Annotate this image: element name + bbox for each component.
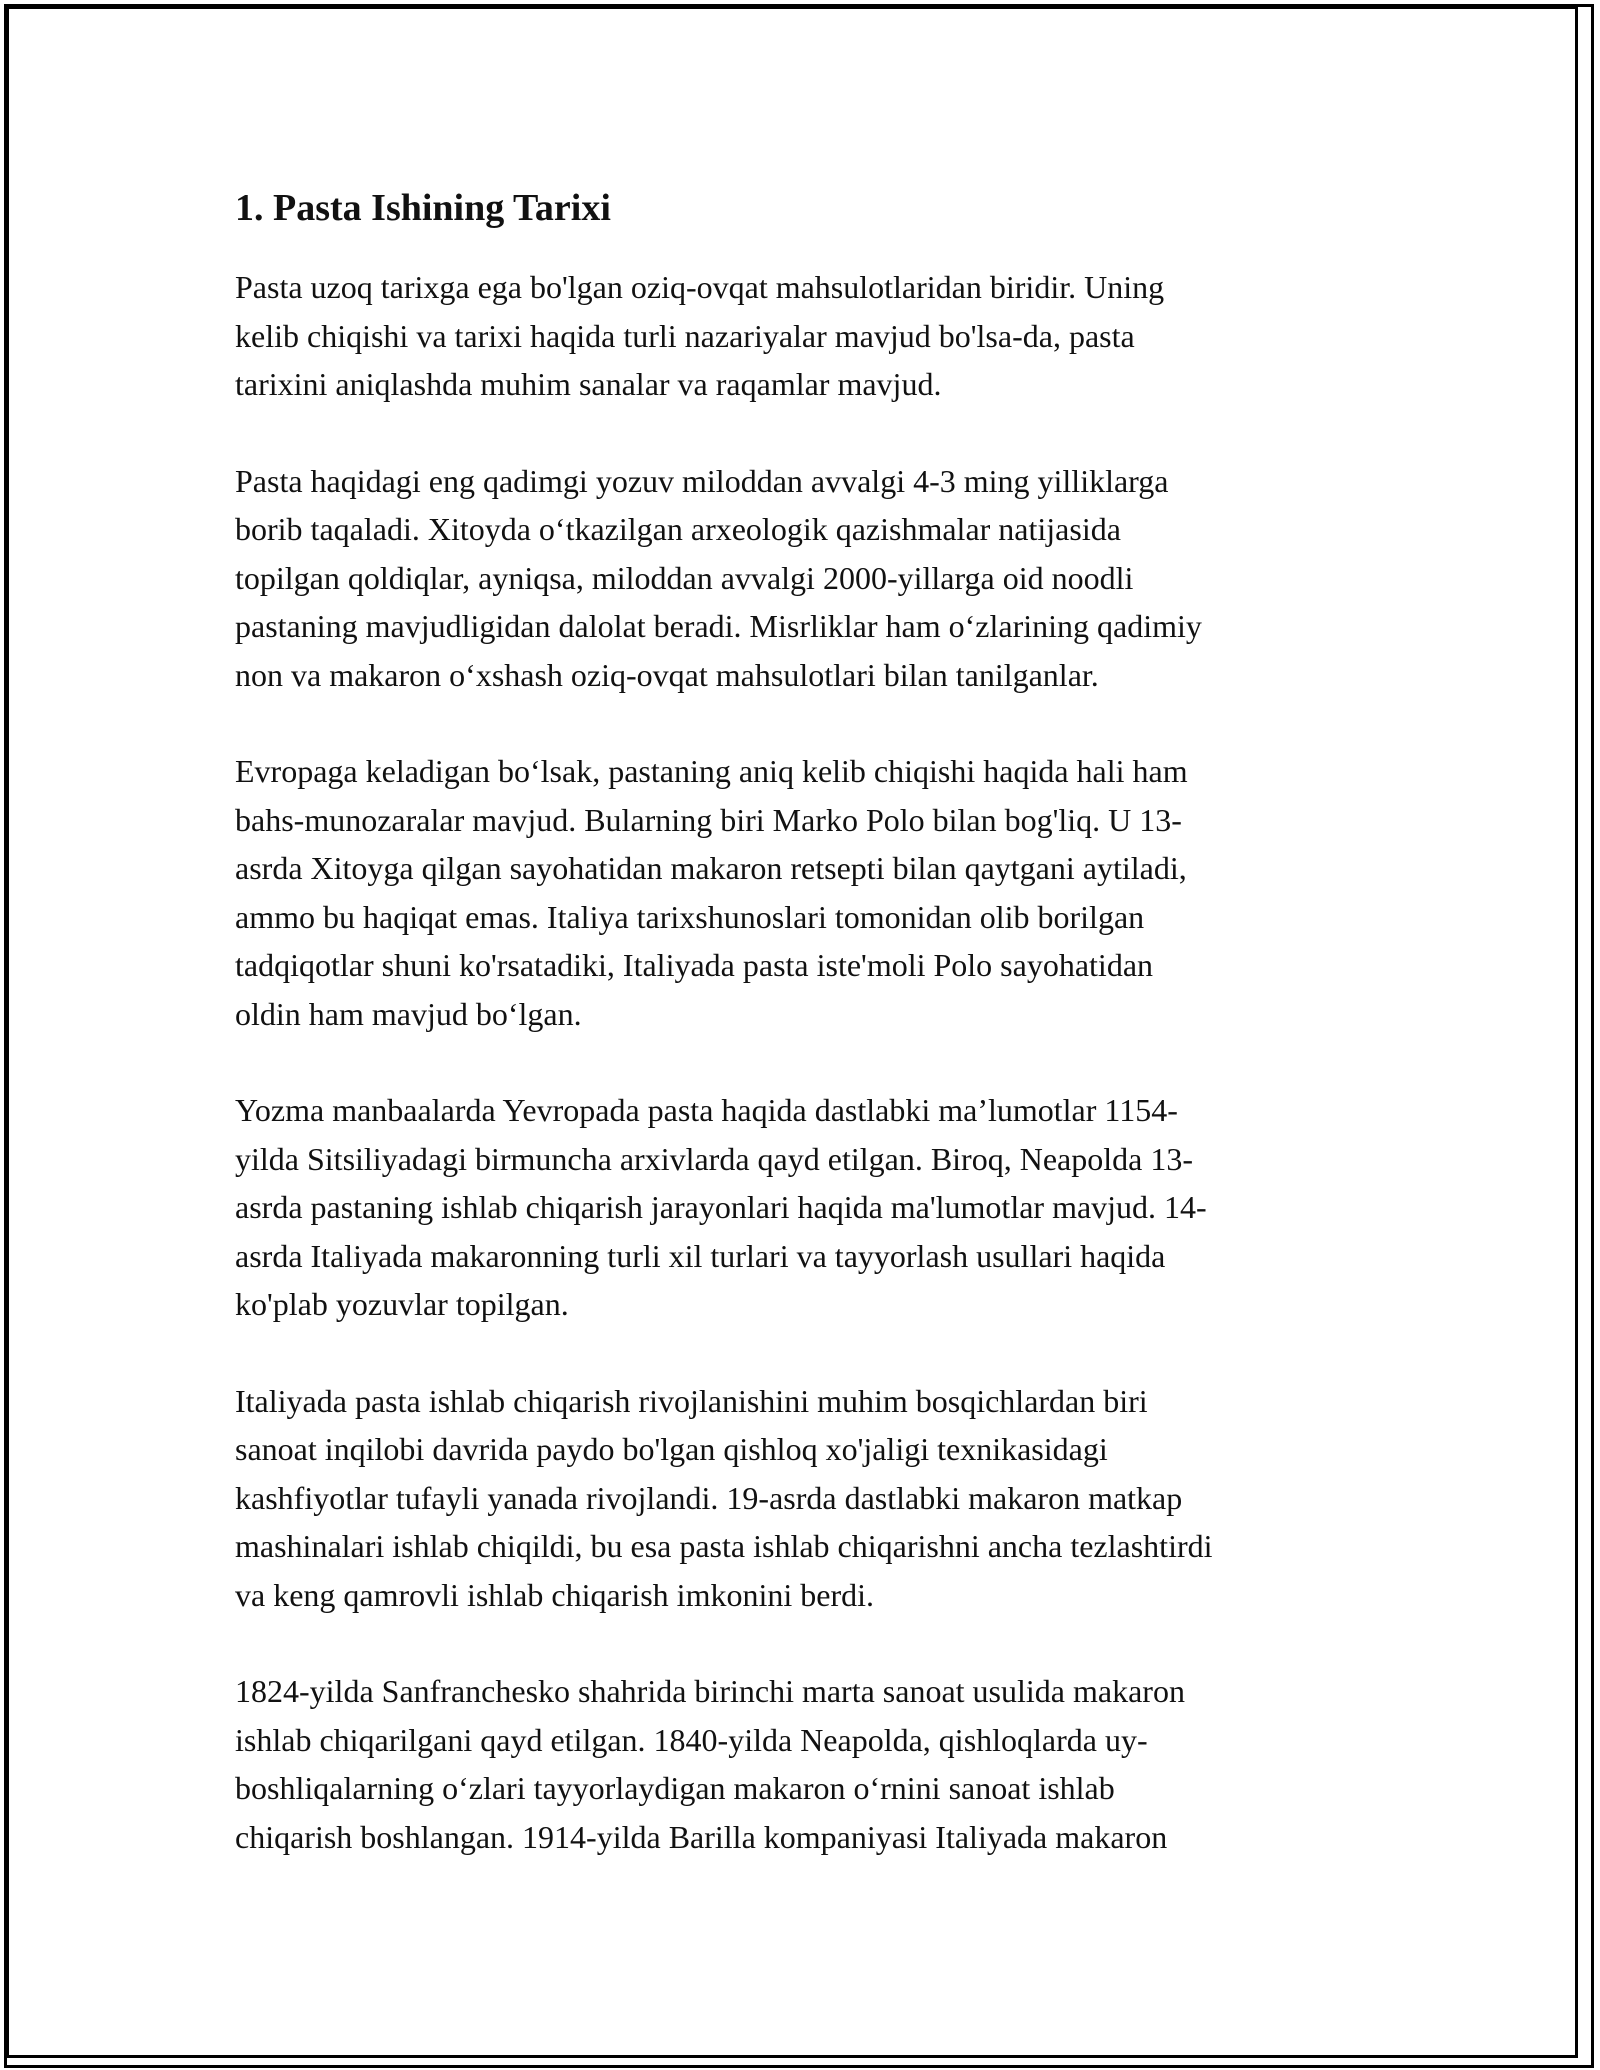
text-line: tarixini aniqlashda muhim sanalar va raqamlar mavjud.	[235, 366, 942, 402]
text-line: va keng qamrovli ishlab chiqarish imkonini berdi.	[235, 1576, 874, 1613]
document-body	[235, 185, 1365, 1909]
text-line: sanoat inqilobi davrida paydo bo'lgan qishloq xo'jaligi texnikasidagi	[235, 1431, 1108, 1467]
text-line: mashinalari ishlab chiqildi, bu esa pasta ishlab chiqarishni ancha tezlashtirdi	[235, 1528, 1213, 1564]
text-line: non va makaron o‘xshash oziq-ovqat mahsulotlari bilan tanilganlar.	[235, 656, 1099, 693]
text-line: ishlab chiqarilgani qayd etilgan. 1840-yilda Neapolda, qishloqlarda uy-	[235, 1721, 1148, 1758]
text-line: asrda Italiyada makaronning turli xil turlari va tayyorlash usullari haqida	[235, 1237, 1166, 1274]
text-line: yilda Sitsiliyadagi birmuncha arxivlarda qayd etilgan. Biroq, Neapolda 13-	[235, 1140, 1193, 1177]
text-line: ammo bu haqiqat emas. Italiya tarixshunoslari tomonidan olib borilgan	[235, 898, 1145, 935]
paragraph	[235, 1667, 1365, 1861]
text-line: borib taqaladi. Xitoyda o‘tkazilgan arxeologik qazishmalar natijasida	[235, 511, 1121, 547]
text-line: ko'plab yozuvlar topilgan.	[235, 1286, 569, 1322]
text-line: 1824-yilda Sanfranchesko shahrida birinchi marta sanoat usulida makaron	[235, 1673, 1185, 1709]
text-line: bahs-munozaralar mavjud. Bularning biri Marko Polo bilan bog'liq. U 13-	[235, 801, 1182, 838]
text-line: topilgan qoldiqlar, ayniqsa, miloddan avvalgi 2000-yillarga oid noodli	[235, 559, 1134, 596]
text-line: tadqiqotlar shuni ko'rsatadiki, Italiyada pasta iste'moli Polo sayohatidan	[235, 947, 1154, 983]
paragraph	[235, 747, 1365, 1038]
text-line: Pasta haqidagi eng qadimgi yozuv miloddan avvalgi 4-3 ming yilliklarga	[235, 462, 1169, 499]
text-line: Pasta uzoq tarixga ega bo'lgan oziq-ovqat mahsulotlaridan biridir. Uning	[235, 269, 1165, 305]
text-line: asrda Xitoyga qilgan sayohatidan makaron retsepti bilan qaytgani aytiladi,	[235, 850, 1187, 886]
text-line: Evropaga keladigan bo‘lsak, pastaning aniq kelib chiqishi haqida hali ham	[235, 753, 1188, 789]
paragraph	[235, 1086, 1365, 1329]
text-line: Italiyada pasta ishlab chiqarish rivojlanishini muhim bosqichlardan biri	[235, 1382, 1148, 1419]
paragraph	[235, 1377, 1365, 1620]
text-line: oldin ham mavjud bo‘lgan.	[235, 995, 582, 1032]
text-line: kashfiyotlar tufayli yanada rivojlandi. 19-asrda dastlabki makaron matkap	[235, 1479, 1183, 1516]
text-line: Yozma manbaalarda Yevropada pasta haqida dastlabki ma’lumotlar 1154-	[235, 1092, 1178, 1128]
paragraph	[235, 457, 1365, 700]
section-heading: 1. Pasta Ishining Tarixi	[235, 187, 611, 229]
text-line: pastaning mavjudligidan dalolat beradi. Misrliklar ham o‘zlarining qadimiy	[235, 608, 1202, 644]
text-line: boshliqalarning o‘zlari tayyorlaydigan makaron o‘rnini sanoat ishlab	[235, 1770, 1115, 1806]
paragraph	[235, 263, 1365, 409]
text-line: chiqarish boshlangan. 1914-yilda Barilla kompaniyasi Italiyada makaron	[235, 1818, 1168, 1855]
text-line: kelib chiqishi va tarixi haqida turli nazariyalar mavjud bo'lsa-da, pasta	[235, 317, 1135, 354]
text-line: asrda pastaning ishlab chiqarish jarayonlari haqida ma'lumotlar mavjud. 14-	[235, 1189, 1207, 1225]
